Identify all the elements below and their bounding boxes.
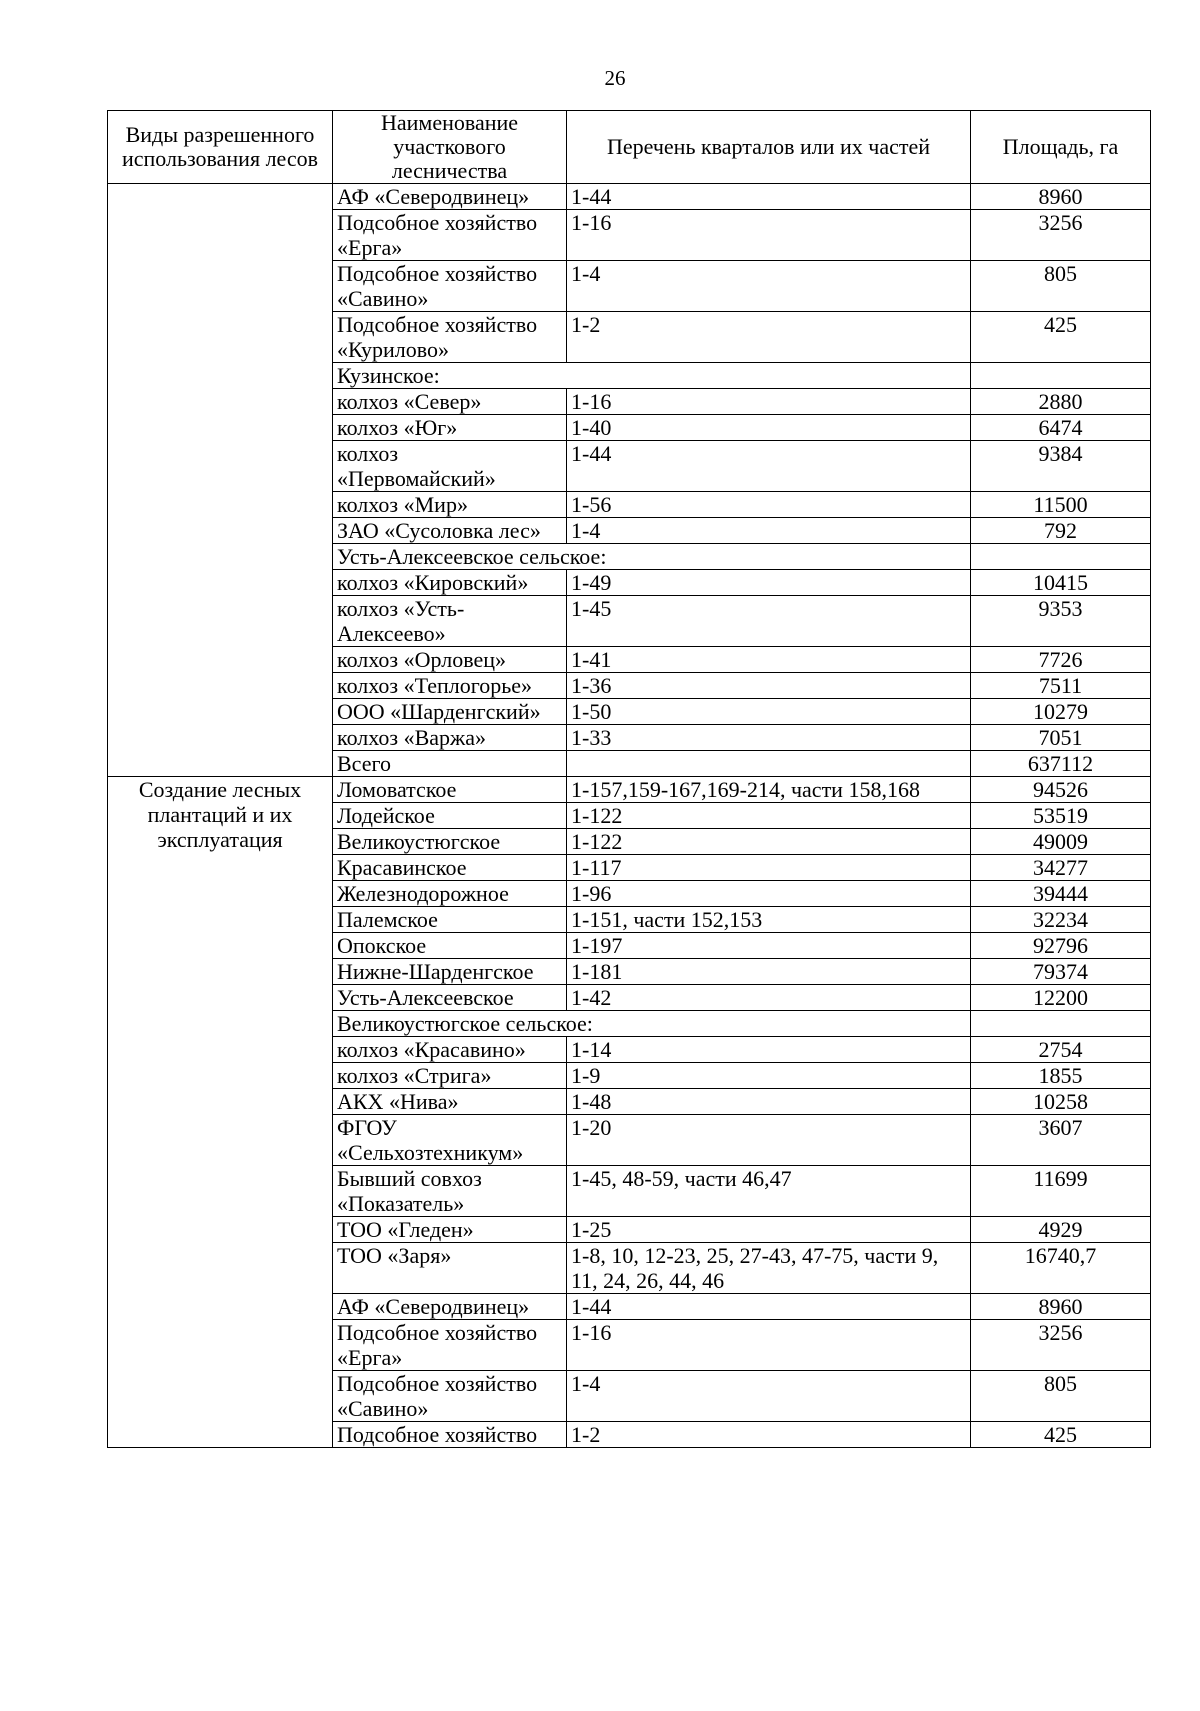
- area-cell: [971, 363, 1151, 389]
- group2-body: [108, 777, 1151, 1448]
- forestry-name-cell: Подсобное хозяйство «Курилово»: [333, 312, 567, 363]
- forestry-name-cell: колхоз «Север»: [333, 389, 567, 415]
- area-cell: 4929: [971, 1217, 1151, 1243]
- forestry-name-cell: Подсобное хозяйство «Ерга»: [333, 1320, 567, 1371]
- quarters-cell: 1-45, 48-59, части 46,47: [567, 1166, 971, 1217]
- area-cell: 16740,7: [971, 1243, 1151, 1294]
- area-cell: 8960: [971, 1294, 1151, 1320]
- quarters-cell: 1-8, 10, 12-23, 25, 27-43, 47-75, части 9, 11, 24, 26, 44, 46: [567, 1243, 971, 1294]
- quarters-cell: 1-9: [567, 1063, 971, 1089]
- forestry-name-cell: Усть-Алексеевское: [333, 985, 567, 1011]
- quarters-cell: 1-197: [567, 933, 971, 959]
- quarters-cell: 1-41: [567, 647, 971, 673]
- quarters-cell: 1-16: [567, 1320, 971, 1371]
- forestry-name-cell: Подсобное хозяйство «Савино»: [333, 1371, 567, 1422]
- table-row: [108, 184, 1151, 210]
- area-cell: 92796: [971, 933, 1151, 959]
- quarters-cell: 1-4: [567, 261, 971, 312]
- quarters-cell: 1-151, части 152,153: [567, 907, 971, 933]
- quarters-cell: 1-40: [567, 415, 971, 441]
- quarters-cell: 1-33: [567, 725, 971, 751]
- forestry-name-cell: Бывший совхоз «Показатель»: [333, 1166, 567, 1217]
- forestry-name-cell: Подсобное хозяйство: [333, 1422, 567, 1448]
- section-heading: Кузинское:: [333, 363, 971, 389]
- area-cell: 10258: [971, 1089, 1151, 1115]
- area-cell: 8960: [971, 184, 1151, 210]
- quarters-cell: 1-44: [567, 441, 971, 492]
- forestry-name-cell: Нижне-Шарденгское: [333, 959, 567, 985]
- forestry-name-cell: ФГОУ «Сельхозтехникум»: [333, 1115, 567, 1166]
- forest-use-table: [107, 110, 1151, 1448]
- area-cell: 637112: [971, 751, 1151, 777]
- area-cell: 10415: [971, 570, 1151, 596]
- forestry-name-cell: колхоз «Усть-Алексеево»: [333, 596, 567, 647]
- header-row: [108, 111, 1151, 184]
- quarters-cell: 1-16: [567, 389, 971, 415]
- area-cell: 7726: [971, 647, 1151, 673]
- area-cell: 11699: [971, 1166, 1151, 1217]
- quarters-cell: 1-48: [567, 1089, 971, 1115]
- quarters-cell: 1-50: [567, 699, 971, 725]
- quarters-cell: 1-45: [567, 596, 971, 647]
- section-heading: Усть-Алексеевское сельское:: [333, 544, 971, 570]
- area-cell: 49009: [971, 829, 1151, 855]
- header-type: Виды разрешенного использования лесов: [108, 111, 333, 184]
- forestry-name-cell: колхоз «Первомайский»: [333, 441, 567, 492]
- forestry-name-cell: колхоз «Красавино»: [333, 1037, 567, 1063]
- quarters-cell: 1-181: [567, 959, 971, 985]
- section-heading: Великоустюгское сельское:: [333, 1011, 971, 1037]
- forestry-name-cell: Палемское: [333, 907, 567, 933]
- area-cell: 11500: [971, 492, 1151, 518]
- area-cell: 3607: [971, 1115, 1151, 1166]
- forestry-name-cell: Железнодорожное: [333, 881, 567, 907]
- use-type-cell: [108, 184, 333, 777]
- quarters-cell: 1-56: [567, 492, 971, 518]
- quarters-cell: 1-25: [567, 1217, 971, 1243]
- quarters-cell: 1-16: [567, 210, 971, 261]
- area-cell: 94526: [971, 777, 1151, 803]
- header-area: Площадь, га: [971, 111, 1151, 184]
- forestry-name-cell: АФ «Северодвинец»: [333, 184, 567, 210]
- area-cell: 9384: [971, 441, 1151, 492]
- forestry-name-cell: АКХ «Нива»: [333, 1089, 567, 1115]
- page-number: 26: [604, 66, 626, 90]
- area-cell: 34277: [971, 855, 1151, 881]
- forestry-name-cell: АФ «Северодвинец»: [333, 1294, 567, 1320]
- area-cell: 2754: [971, 1037, 1151, 1063]
- table-row: [108, 777, 1151, 803]
- area-cell: 3256: [971, 1320, 1151, 1371]
- forestry-name-cell: колхоз «Теплогорье»: [333, 673, 567, 699]
- forestry-name-cell: ООО «Шарденгский»: [333, 699, 567, 725]
- quarters-cell: 1-36: [567, 673, 971, 699]
- area-cell: 6474: [971, 415, 1151, 441]
- forestry-name-cell: Подсобное хозяйство «Савино»: [333, 261, 567, 312]
- forestry-name-cell: Великоустюгское: [333, 829, 567, 855]
- quarters-cell: 1-49: [567, 570, 971, 596]
- quarters-cell: 1-157,159-167,169-214, части 158,168: [567, 777, 971, 803]
- area-cell: 12200: [971, 985, 1151, 1011]
- forestry-name-cell: Лодейское: [333, 803, 567, 829]
- area-cell: 39444: [971, 881, 1151, 907]
- quarters-cell: 1-4: [567, 1371, 971, 1422]
- forestry-name-cell: колхоз «Стрига»: [333, 1063, 567, 1089]
- quarters-cell: 1-96: [567, 881, 971, 907]
- quarters-cell: 1-20: [567, 1115, 971, 1166]
- area-cell: [971, 1011, 1151, 1037]
- area-cell: 79374: [971, 959, 1151, 985]
- forestry-name-cell: Подсобное хозяйство «Ерга»: [333, 210, 567, 261]
- forestry-name-cell: ТОО «Заря»: [333, 1243, 567, 1294]
- quarters-cell: 1-117: [567, 855, 971, 881]
- quarters-cell: 1-2: [567, 312, 971, 363]
- area-cell: 7511: [971, 673, 1151, 699]
- quarters-cell: 1-4: [567, 518, 971, 544]
- forestry-name-cell: колхоз «Варжа»: [333, 725, 567, 751]
- area-cell: 7051: [971, 725, 1151, 751]
- area-cell: 792: [971, 518, 1151, 544]
- forestry-name-cell: Ломоватское: [333, 777, 567, 803]
- area-cell: 53519: [971, 803, 1151, 829]
- group1-body: [108, 184, 1151, 777]
- quarters-cell: 1-2: [567, 1422, 971, 1448]
- forestry-name-cell: Всего: [333, 751, 567, 777]
- quarters-cell: 1-42: [567, 985, 971, 1011]
- forestry-name-cell: Красавинское: [333, 855, 567, 881]
- quarters-cell: 1-122: [567, 803, 971, 829]
- quarters-cell: [567, 751, 971, 777]
- quarters-cell: 1-44: [567, 1294, 971, 1320]
- header-quarters: Перечень кварталов или их частей: [567, 111, 971, 184]
- forestry-name-cell: ЗАО «Сусоловка лес»: [333, 518, 567, 544]
- area-cell: 805: [971, 1371, 1151, 1422]
- forestry-name-cell: колхоз «Юг»: [333, 415, 567, 441]
- area-cell: 10279: [971, 699, 1151, 725]
- quarters-cell: 1-14: [567, 1037, 971, 1063]
- forestry-name-cell: колхоз «Орловец»: [333, 647, 567, 673]
- area-cell: 1855: [971, 1063, 1151, 1089]
- quarters-cell: 1-122: [567, 829, 971, 855]
- area-cell: 32234: [971, 907, 1151, 933]
- use-type-cell: Создание лесных плантаций и их эксплуатация: [108, 777, 333, 1448]
- forestry-name-cell: Опокское: [333, 933, 567, 959]
- area-cell: [971, 544, 1151, 570]
- forestry-name-cell: колхоз «Мир»: [333, 492, 567, 518]
- forestry-name-cell: ТОО «Гледен»: [333, 1217, 567, 1243]
- forestry-name-cell: колхоз «Кировский»: [333, 570, 567, 596]
- area-cell: 425: [971, 1422, 1151, 1448]
- area-cell: 9353: [971, 596, 1151, 647]
- area-cell: 3256: [971, 210, 1151, 261]
- header-forestry: Наименование участкового лесничества: [333, 111, 567, 184]
- quarters-cell: 1-44: [567, 184, 971, 210]
- area-cell: 425: [971, 312, 1151, 363]
- area-cell: 2880: [971, 389, 1151, 415]
- area-cell: 805: [971, 261, 1151, 312]
